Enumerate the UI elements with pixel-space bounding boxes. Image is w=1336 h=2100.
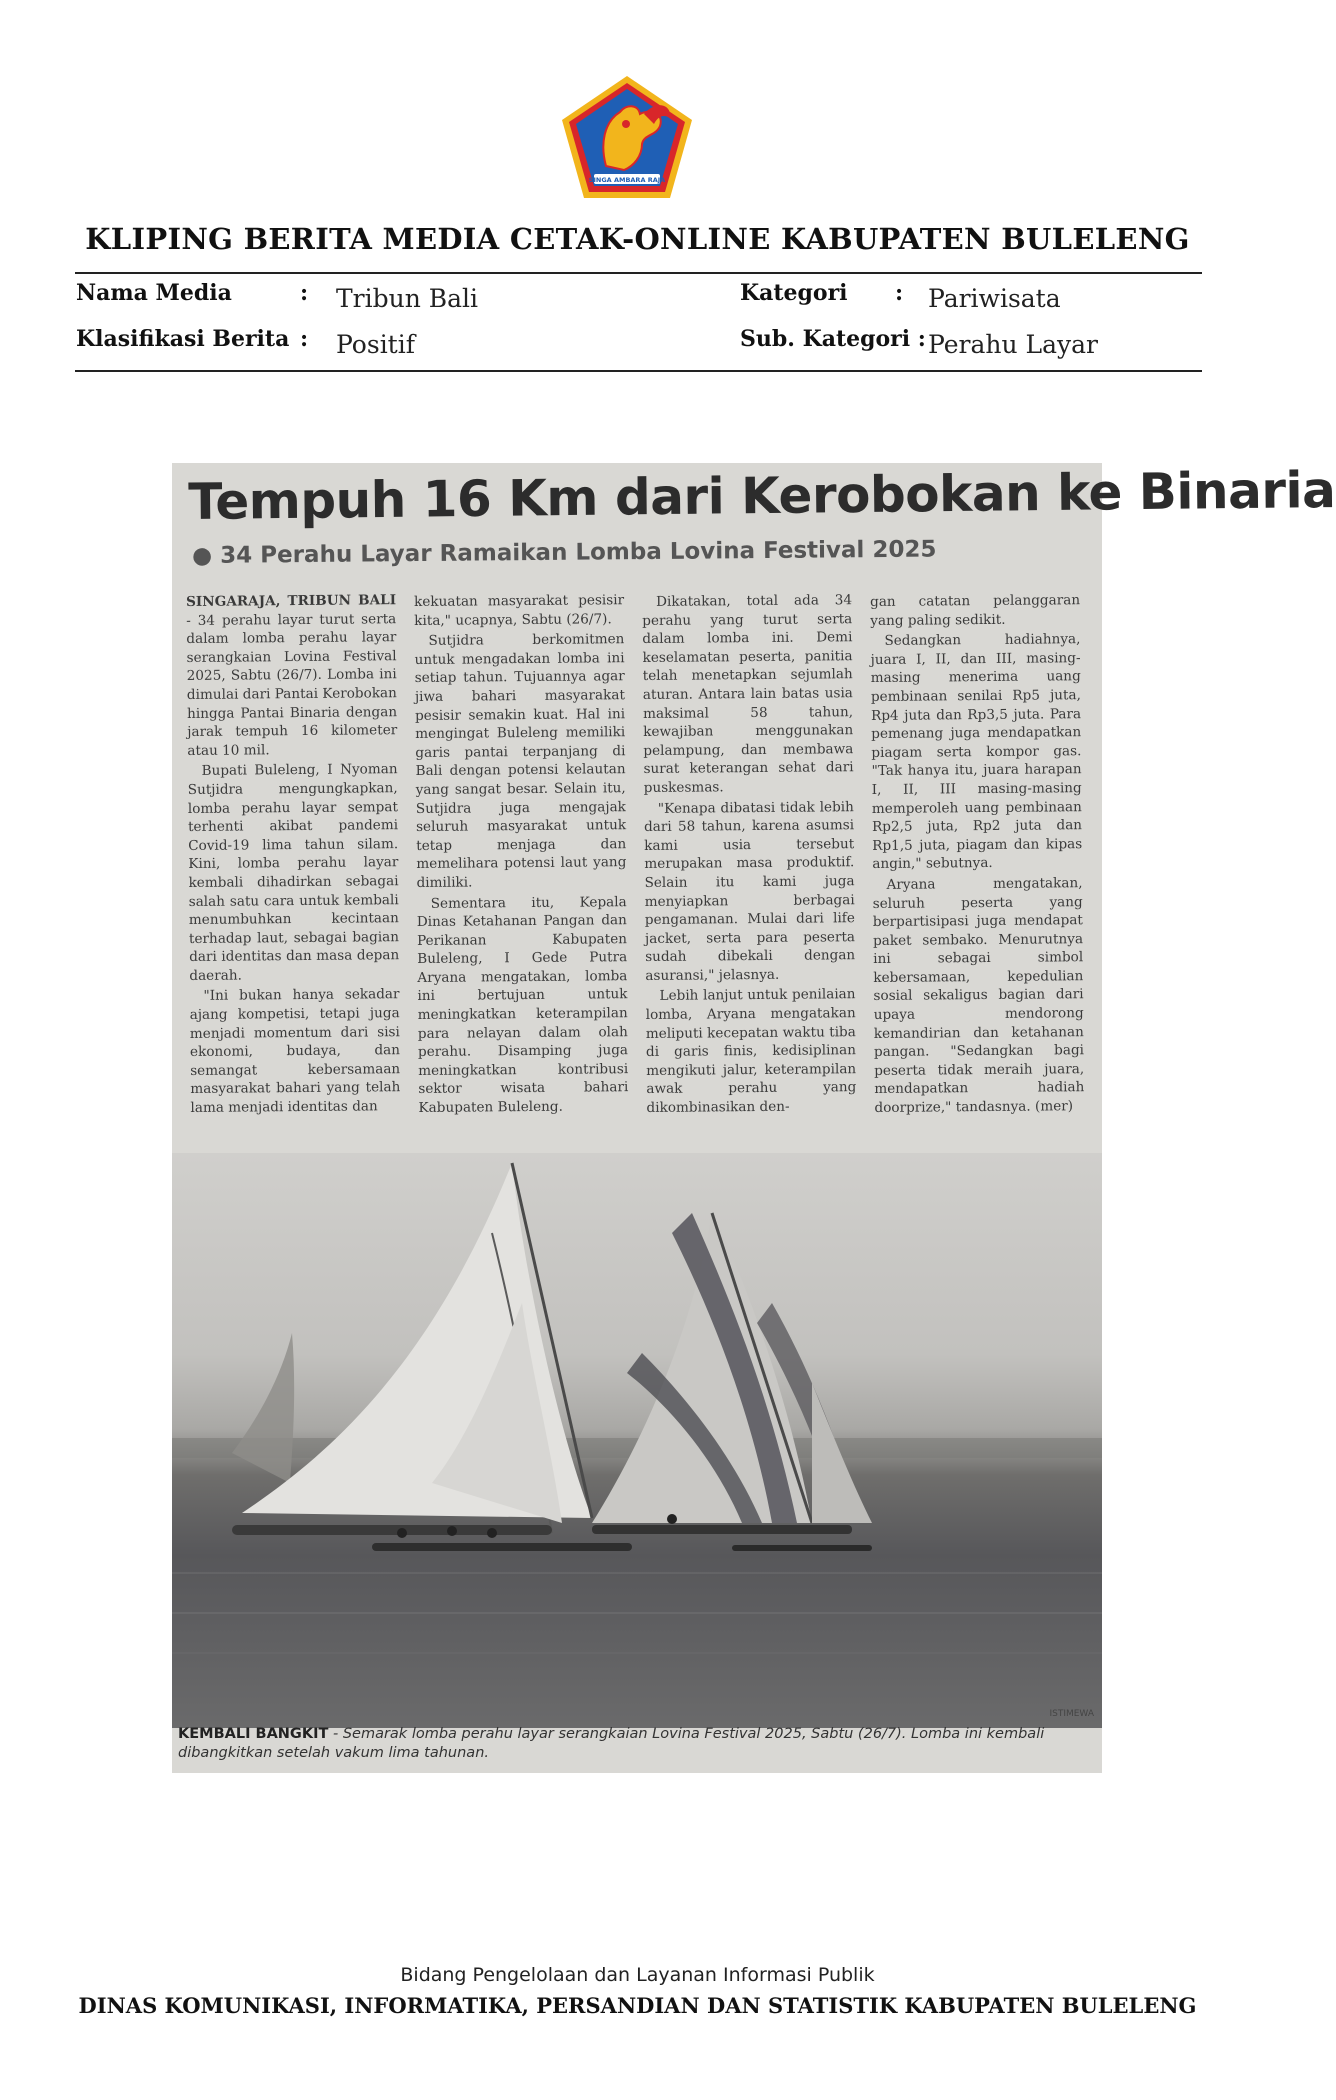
article-paragraph: SINGARAJA, TRIBUN BALI - 34 perahu layar turut serta dalam lomba perahu layar serangkaian Lovina Festival 2025, Sabtu (26/7). Lomba ini dimulai dari Pantai Kerobokan hingga Pantai Binaria dengan jarak tempuh 16 kilometer atau 10 mil. [186, 592, 398, 759]
kategori-value: Pariwisata [928, 284, 1061, 313]
article-paragraph: gan catatan pelanggaran yang paling sedikit. [870, 592, 1081, 629]
article-paragraph: kekuatan masyarakat pesisir kita," ucapnya, Sabtu (26/7). [414, 592, 625, 629]
footer-agency: DINAS KOMUNIKASI, INFORMATIKA, PERSANDIAN DAN STATISTIK KABUPATEN BULELENG [78, 1993, 1197, 2018]
page-title: KLIPING BERITA MEDIA CETAK-ONLINE KABUPATEN BULELENG [85, 222, 1190, 256]
article-column-1 [186, 591, 401, 1153]
article-paragraph: "Kenapa dibatasi tidak lebih dari 58 tahun, karena asumsi kami usia tersebut merupakan masa produktif. Selain itu kami juga menyiapkan berbagai pengamanan. Mulai dari life jacket, serta para peserta sudah dibekali dengan asuransi," jelasnya. [643, 798, 856, 984]
article-paragraph: Dikatakan, total ada 34 perahu yang turut serta dalam lomba ini. Demi keselamatan peserta, panitia telah menetapkan sejumlah aturan. Antara lain batas usia maksimal 58 tahun, kewajiban menggunakan pelampung, dan membawa surat keterangan sehat dari puskesmas. [642, 592, 854, 796]
klasifikasi-colon: : [300, 326, 309, 352]
article-paragraph: Sutjidra berkomitmen untuk mengadakan lomba ini setiap tahun. Tujuannya agar jiwa bahari masyarakat pesisir semakin kuat. Hal ini mengingat Buleleng memiliki garis pantai terpanjang di Bali dengan potensi kelautan yang sangat besar. Selain itu, Sutjidra juga mengajak seluruh masyarakat untuk tetap menjaga dan memelihara potensi laut yang dimiliki. [414, 631, 627, 891]
article-dateline: SINGARAJA, TRIBUN BALI [186, 592, 397, 610]
article-paragraph: Sementara itu, Kepala Dinas Ketahanan Pangan dan Perikanan Kabupaten Buleleng, I Gede Putra Aryana mengatakan, lomba ini bertujuan untuk meningkatkan keterampilan para nelayan dalam olah perahu. Disamping juga meningkatkan kontribusi sektor wisata bahari Kabupaten Buleleng. [416, 893, 629, 1117]
top-divider [75, 272, 1202, 274]
article-paragraph: "Ini bukan hanya sekadar ajang kompetisi, tetapi juga menjadi momentum dari sisi ekonomi, budaya, dan semangat kebersamaan masyarakat bahari yang telah lama menjadi identitas dan [189, 986, 401, 1117]
article-paragraph: Aryana mengatakan, seluruh peserta yang berpartisipasi juga mendapat paket sembako. Menurutnya ini sebagai simbol kebersamaan, kepedulian sosial sekaligus bagian dari upaya mendorong kemandirian dan ketahanan pangan. "Sedangkan bagi peserta tidak meraih juara, mendapatkan hadiah doorprize," tandasnya. (mer) [872, 875, 1085, 1117]
nama-media-label: Nama Media [76, 280, 232, 306]
klasifikasi-value: Positif [336, 330, 415, 359]
sub-kategori-value: Perahu Layar [928, 330, 1098, 359]
logo-text: SINGA AMBARA RAJA [588, 176, 666, 184]
caption-text: - Semarak lomba perahu layar serangkaian Lovina Festival 2025, Sabtu (26/7). Lomba ini kembali dibangkitkan setelah vakum lima tahunan. [178, 1726, 1045, 1761]
article-subheadline: ● 34 Perahu Layar Ramaikan Lomba Lovina Festival 2025 [192, 536, 937, 569]
singa-ambara-raja-crest-icon [560, 74, 694, 200]
footer-department: Bidang Pengelolaan dan Layanan Informasi Publik [400, 1964, 875, 1986]
article-column-4 [870, 591, 1085, 1153]
article-paragraph: Sedangkan hadiahnya, juara I, II, dan III, masing-masing menerima uang pembinaan senilai Rp5 juta, Rp4 juta dan Rp3,5 juta. Para pemenang juga mendapatkan piagam serta kompor gas. "Tak hanya itu, juara harapan I, II, III masing-masing memperoleh uang pembinaan Rp2,5 juta, Rp2 juta dan Rp1,5 juta, piagam dan kipas angin," sebutnya. [870, 631, 1083, 873]
kategori-label: Kategori [740, 280, 848, 306]
article-column-2 [414, 591, 629, 1153]
article-headline: Tempuh 16 Km dari Kerobokan ke Binaria [188, 460, 1336, 531]
article-paragraph: Bupati Buleleng, I Nyoman Sutjidra mengungkapkan, lomba perahu layar sempat terhenti akibat pandemi Covid-19 lima tahun silam. Kini, lomba perahu layar kembali dihadirkan sebagai salah satu cara untuk kembali menumbuhkan kecintaan terhadap laut, sebagai bagian dari identitas dan masa depan daerah. [187, 761, 400, 984]
article-column-3 [642, 591, 857, 1153]
photo-credit: ISTIMEWA [1049, 1709, 1094, 1719]
newspaper-clipping [172, 460, 1336, 1773]
article-body [186, 593, 1086, 1153]
sailboat-race-photo [172, 1153, 1102, 1728]
article-paragraph: Lebih lanjut untuk penilaian lomba, Aryana mengatakan meliputi kecepatan waktu tiba di garis finis, kedisiplinan mengikuti jalur, keterampilan awak perahu yang dikombinasikan den- [645, 986, 857, 1117]
klasifikasi-label: Klasifikasi Berita [76, 326, 290, 352]
nama-media-value: Tribun Bali [336, 284, 479, 313]
kategori-colon: : [895, 280, 904, 306]
caption-lead: KEMBALI BANGKIT [178, 1726, 329, 1742]
nama-media-colon: : [300, 280, 309, 306]
meta-divider [75, 370, 1202, 372]
photo-caption [178, 1725, 1096, 1763]
sub-kategori-label: Sub. Kategori : [740, 326, 926, 352]
